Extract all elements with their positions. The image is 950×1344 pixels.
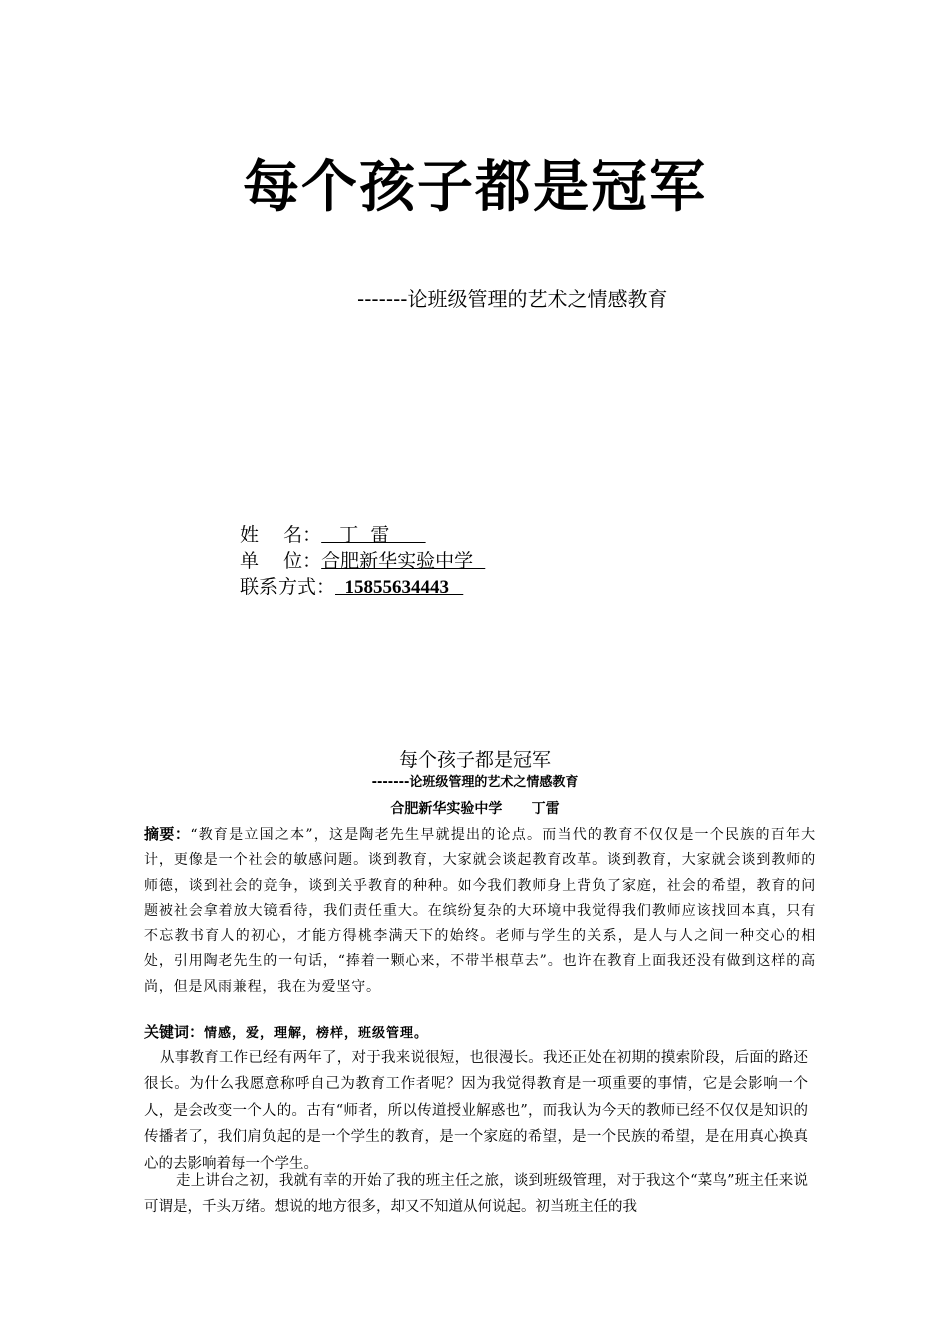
author-name-row — [240, 522, 426, 548]
article-subtitle: -------论班级管理的艺术之情感教育 — [371, 775, 579, 790]
contact-value: 15855634443 — [335, 577, 464, 598]
contact-label: 联系方式： — [240, 576, 336, 598]
unit-label: 单 位： — [240, 550, 322, 572]
keywords-text: 情感，爱，理解，榜样，班级管理。 — [204, 1026, 429, 1041]
body-paragraph-2: 走上讲台之初，我就有幸的开始了我的班主任之旅，谈到班级管理，对于我这个“菜鸟”班主任来说可谓是，千头万绪。想说的地方很多，却又不知道从何说起。初当班主任的我 — [144, 1173, 808, 1216]
unit-value: 合肥新华实验中学 — [321, 550, 486, 572]
keywords — [144, 1020, 816, 1046]
cover-subtitle: -------论班级管理的艺术之情感教育 — [357, 287, 668, 311]
cover-title: 每个孩子都是冠军 — [243, 155, 707, 220]
name-label: 姓 名： — [240, 524, 322, 546]
abstract-label: 摘要： — [144, 825, 191, 843]
abstract-text: “教育是立国之本”，这是陶老先生早就提出的论点。而当代的教育不仅仅是一个民族的百年大计，更像是一个社会的敏感问题。谈到教育，大家就会谈起教育改革。谈到教育，大家就会谈到教师的师德，谈到社会的竞争，谈到关乎教育的种种。如今我们教师身上背负了家庭，社会的希望，教育的问题被社会拿着放大镜看待，我们责任重大。在缤纷复杂的大环境中我觉得我们教师应该找回本真，只有不忘教书育人的初心，才能方得桃李满天下的始终。老师与学生的关系，是人与人之间一种交心的相处，引用陶老先生的一句话，“捧着一颗心来，不带半根草去”。也许在教育上面我还没有做到这样的高尚，但是风雨兼程，我在为爱坚守。 — [144, 827, 816, 995]
body-paragraph-1: 从事教育工作已经有两年了，对于我来说很短，也很漫长。我还正处在初期的摸索阶段，后面的路还很长。为什么我愿意称呼自己为教育工作者呢？因为我觉得教育是一项重要的事情，它是会影响一个人，是会改变一个人的。古有“师者，所以传道授业解惑也”，而我认为今天的教师已经不仅仅是知识的传播者了，我们肩负起的是一个学生的教育，是一个家庭的希望，是一个民族的希望，是在用真心换真心的去影响着每一个学生。 — [144, 1050, 808, 1172]
name-value: 丁 雷 — [321, 524, 426, 546]
article-title: 每个孩子都是冠军 — [398, 749, 551, 771]
author-contact-row — [240, 574, 463, 601]
author-unit-row — [240, 548, 485, 574]
article-author: 合肥新华实验中学 丁雷 — [390, 801, 560, 817]
abstract — [144, 822, 816, 1000]
keywords-label: 关键词： — [144, 1023, 205, 1041]
